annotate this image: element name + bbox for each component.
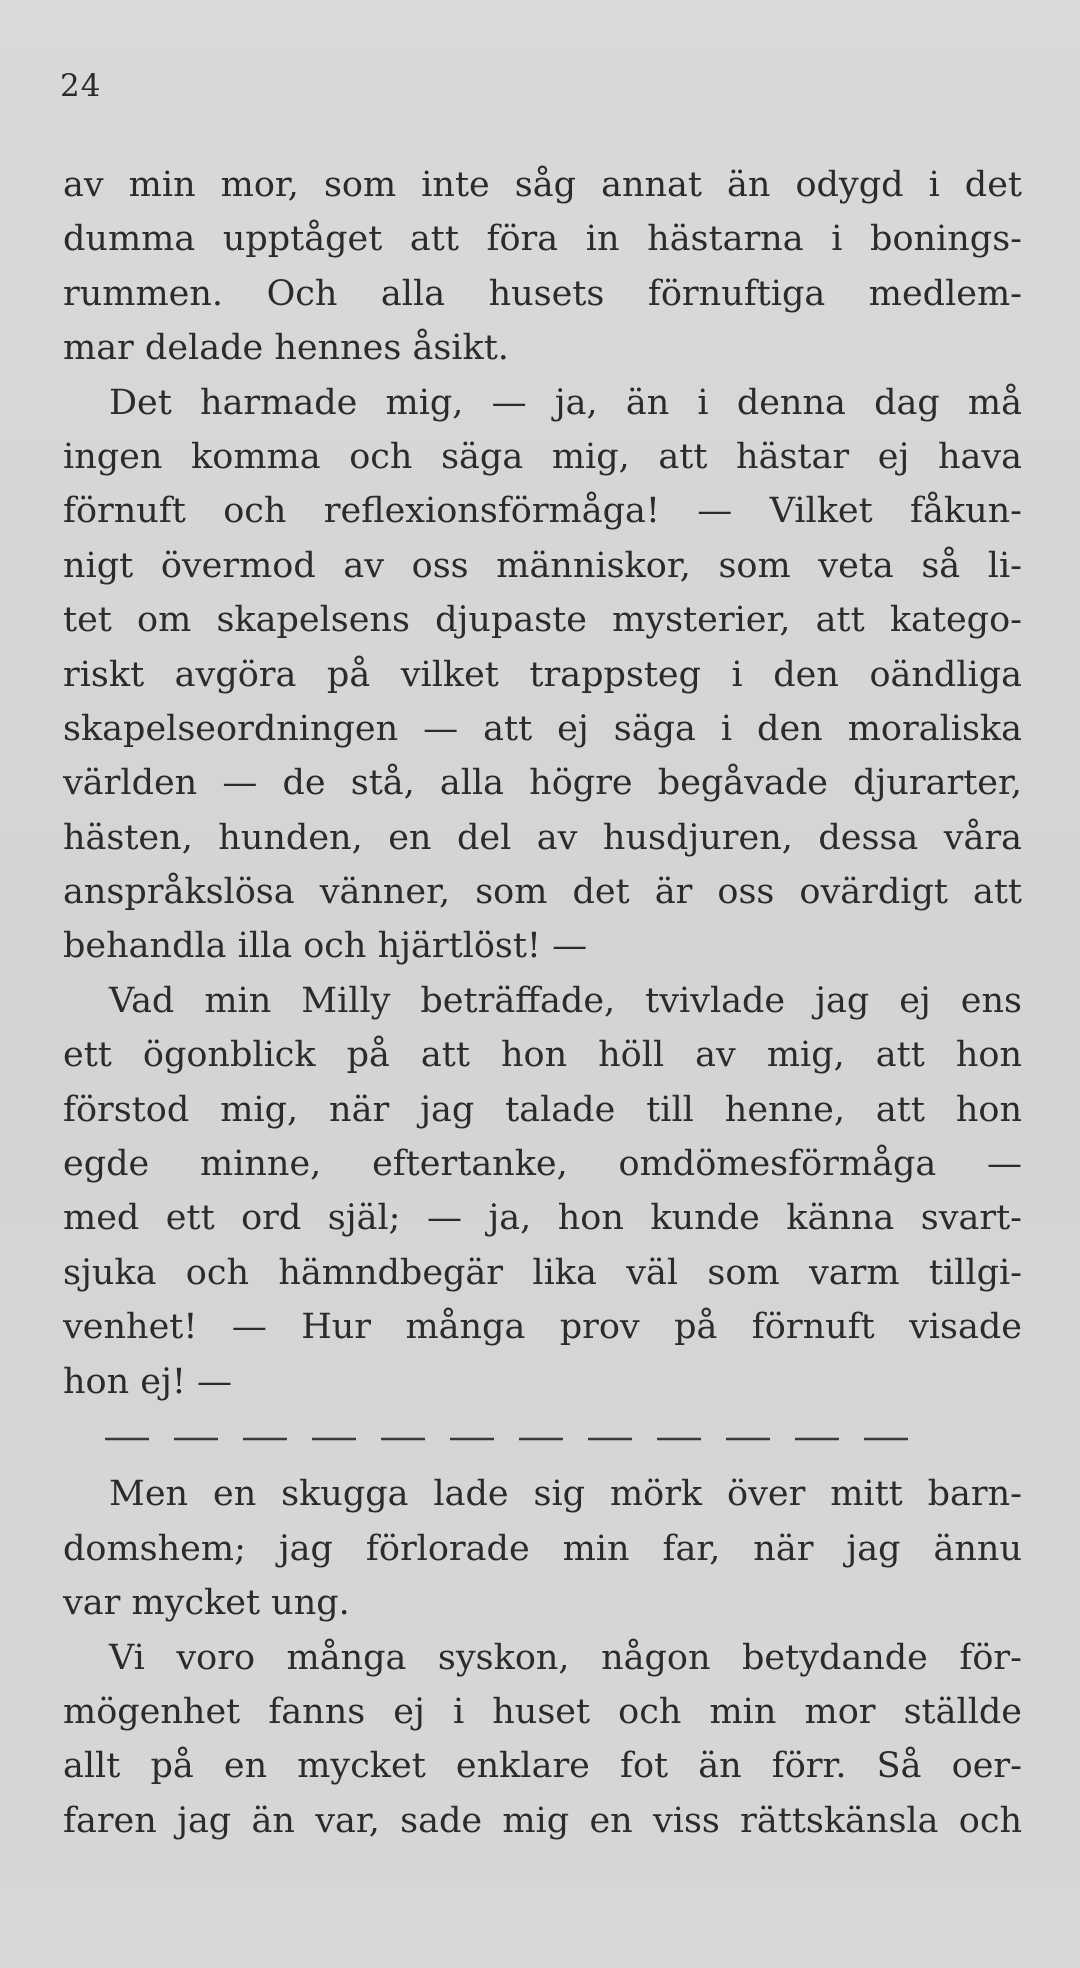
page-number: 24 bbox=[60, 68, 102, 104]
text-line: anspråkslösa vänner, som det är oss ovärdigt att bbox=[63, 872, 1022, 913]
text-line: Det harmade mig, — ja, än i denna dag må bbox=[109, 382, 1022, 423]
text-line: var mycket ung. bbox=[63, 1583, 350, 1624]
text-line: världen — de stå, alla högre begåvade djurarter, bbox=[63, 763, 1022, 804]
text-line: hon ej! — bbox=[63, 1361, 233, 1402]
text-line: ett ögonblick på att hon höll av mig, att hon bbox=[63, 1035, 1022, 1076]
paragraph bbox=[63, 1631, 1022, 1849]
text-line: allt på en mycket enklare fot än förr. Så oer- bbox=[63, 1746, 1022, 1787]
paragraph bbox=[63, 1467, 1022, 1630]
text-line: av min mor, som inte såg annat än odygd i det bbox=[63, 165, 1022, 205]
text-line: venhet! — Hur många prov på förnuft visade bbox=[63, 1307, 1022, 1348]
text-line: förnuft och reflexionsförmåga! — Vilket fåkun- bbox=[63, 491, 1022, 532]
paragraph bbox=[63, 376, 1022, 974]
text-line: riskt avgöra på vilket trappsteg i den oändliga bbox=[63, 654, 1022, 695]
text-line: nigt övermod av oss människor, som veta så li- bbox=[63, 545, 1022, 586]
text-line: rummen. Och alla husets förnuftiga medlem- bbox=[63, 273, 1022, 314]
text-line: mar delade hennes åsikt. bbox=[63, 328, 509, 369]
paragraph bbox=[63, 974, 1022, 1409]
text-line: dumma upptåget att föra in hästarna i bonings- bbox=[63, 219, 1022, 260]
text-line: egde minne, eftertanke, omdömesförmåga — bbox=[63, 1144, 1022, 1185]
text-line: hästen, hunden, en del av husdjuren, dessa våra bbox=[63, 817, 1022, 858]
text-line: faren jag än var, sade mig en viss rättskänsla och bbox=[63, 1800, 1022, 1841]
paragraph bbox=[63, 158, 1022, 376]
text-line: tet om skapelsens djupaste mysterier, att katego- bbox=[63, 600, 1022, 641]
text-line: behandla illa och hjärtlöst! — bbox=[63, 926, 588, 967]
text-line: mögenhet fanns ej i huset och min mor ställde bbox=[63, 1691, 1022, 1732]
dash-row bbox=[105, 1435, 985, 1443]
text-line: Vi voro många syskon, någon betydande för- bbox=[109, 1637, 1022, 1678]
body-text bbox=[63, 158, 1022, 1848]
text-line: förstod mig, när jag talade till henne, att hon bbox=[63, 1089, 1022, 1130]
text-line: med ett ord själ; — ja, hon kunde känna svart- bbox=[63, 1198, 1022, 1239]
text-line: ingen komma och säga mig, att hästar ej hava bbox=[63, 436, 1022, 477]
text-line: domshem; jag förlorade min far, när jag ännu bbox=[63, 1528, 1022, 1569]
text-line: skapelseordningen — att ej säga i den moraliska bbox=[63, 708, 1022, 749]
section-separator bbox=[63, 1413, 1022, 1467]
text-line: Men en skugga lade sig mörk över mitt barn- bbox=[109, 1474, 1022, 1515]
text-line: sjuka och hämndbegär lika väl som varm tillgi- bbox=[63, 1252, 1022, 1293]
text-line: Vad min Milly beträffade, tvivlade jag ej ens bbox=[109, 980, 1022, 1021]
